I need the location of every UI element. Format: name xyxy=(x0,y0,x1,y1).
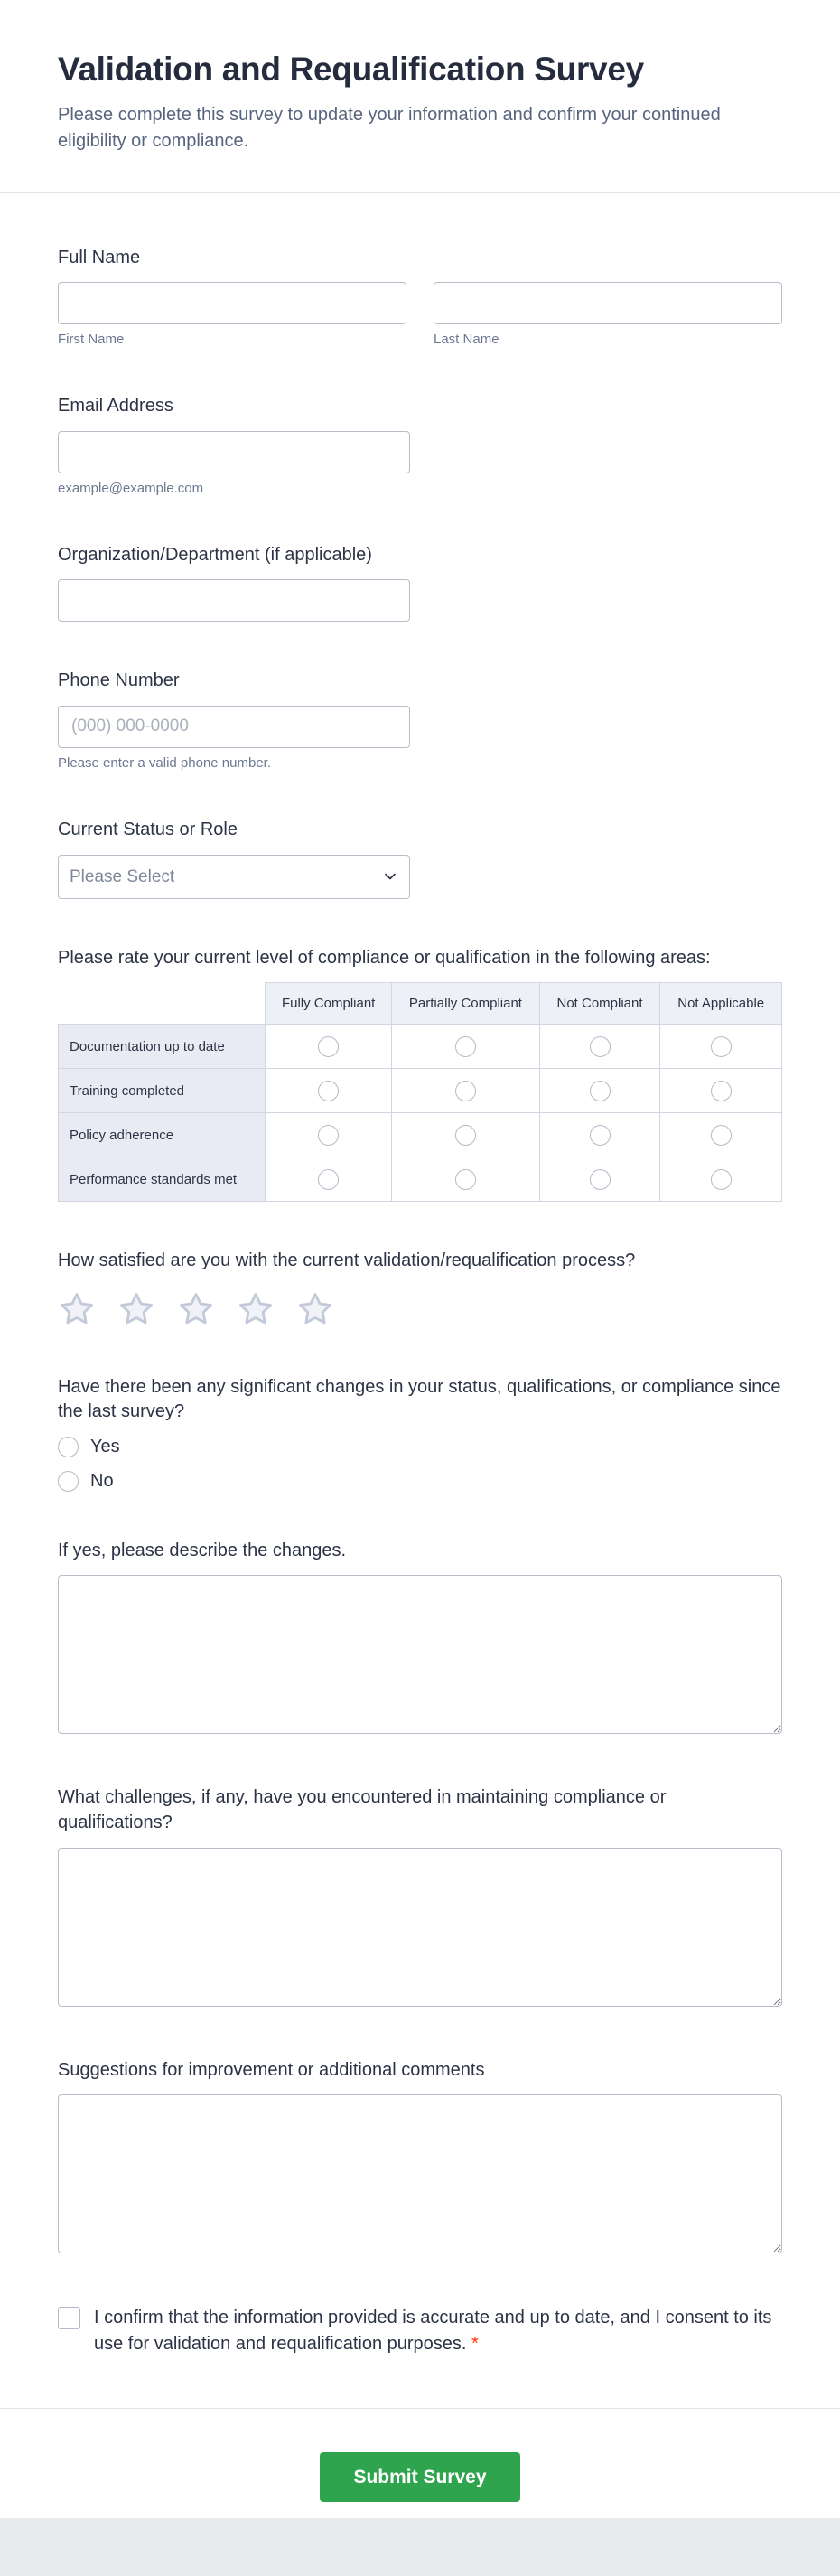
matrix-label: Please rate your current level of compliance or qualification in the following areas: xyxy=(58,947,711,968)
star-icon[interactable] xyxy=(117,1290,155,1328)
question-full-name xyxy=(58,246,782,348)
star-rating xyxy=(58,1290,782,1328)
matrix-row xyxy=(59,1025,782,1069)
matrix-row-label: Policy adherence xyxy=(59,1113,266,1157)
question-compliance-matrix xyxy=(58,946,782,1203)
matrix-radio[interactable] xyxy=(318,1125,339,1146)
organization-input[interactable] xyxy=(58,579,410,622)
matrix-radio[interactable] xyxy=(711,1169,732,1190)
last-name-sublabel: Last Name xyxy=(434,332,499,348)
radio-no[interactable] xyxy=(58,1471,79,1492)
question-describe-changes xyxy=(58,1539,782,1739)
email-input[interactable] xyxy=(58,431,410,473)
matrix-radio[interactable] xyxy=(455,1125,476,1146)
last-name-input[interactable] xyxy=(434,282,782,324)
question-challenges xyxy=(58,1785,782,2010)
radio-no-label: No xyxy=(90,1470,114,1491)
suggestions-textarea[interactable] xyxy=(58,2094,782,2253)
changes-option-no[interactable] xyxy=(58,1471,782,1492)
question-status xyxy=(58,818,782,899)
status-label: Current Status or Role xyxy=(58,819,238,839)
question-phone xyxy=(58,669,782,771)
matrix-row xyxy=(59,1157,782,1202)
compliance-matrix-table xyxy=(58,982,782,1202)
form-header xyxy=(0,0,840,192)
phone-sublabel: Please enter a valid phone number. xyxy=(58,754,271,771)
matrix-radio[interactable] xyxy=(590,1081,611,1101)
suggestions-label: Suggestions for improvement or additional comments xyxy=(58,2059,485,2080)
matrix-col-header: Fully Compliant xyxy=(266,983,392,1025)
radio-yes[interactable] xyxy=(58,1437,79,1457)
matrix-corner-cell xyxy=(59,983,266,1025)
matrix-row-label: Documentation up to date xyxy=(59,1025,266,1069)
email-sublabel: example@example.com xyxy=(58,480,204,496)
matrix-row xyxy=(59,1113,782,1157)
matrix-col-header: Partially Compliant xyxy=(392,983,539,1025)
challenges-label: What challenges, if any, have you encountered in maintaining compliance or qualifications? xyxy=(58,1787,667,1833)
star-icon[interactable] xyxy=(177,1290,215,1328)
matrix-col-header: Not Applicable xyxy=(660,983,782,1025)
matrix-radio[interactable] xyxy=(590,1169,611,1190)
challenges-textarea[interactable] xyxy=(58,1848,782,2007)
radio-yes-label: Yes xyxy=(90,1436,120,1457)
email-label: Email Address xyxy=(58,396,173,417)
matrix-row-label: Training completed xyxy=(59,1069,266,1113)
form-title: Validation and Requalification Survey xyxy=(58,51,644,88)
matrix-col-header: Not Compliant xyxy=(539,983,660,1025)
matrix-radio[interactable] xyxy=(455,1081,476,1101)
matrix-radio[interactable] xyxy=(711,1081,732,1101)
consent-text xyxy=(94,2305,780,2357)
changes-label: Have there been any significant changes in your status, qualifications, or compliance since the last survey? xyxy=(58,1376,781,1422)
rating-label: How satisfied are you with the current validation/requalification process? xyxy=(58,1251,636,1271)
matrix-radio[interactable] xyxy=(590,1125,611,1146)
consent-label: I confirm that the information provided is accurate and up to date, and I consent to its use for validation and requalification purposes. xyxy=(94,2308,772,2355)
phone-label: Phone Number xyxy=(58,670,180,691)
first-name-sublabel: First Name xyxy=(58,332,125,348)
first-name-input[interactable] xyxy=(58,282,406,324)
matrix-row xyxy=(59,1069,782,1113)
star-icon[interactable] xyxy=(237,1290,275,1328)
form-body xyxy=(0,193,840,2358)
question-significant-changes xyxy=(58,1375,782,1492)
changes-option-yes[interactable] xyxy=(58,1437,782,1457)
matrix-row-label: Performance standards met xyxy=(59,1157,266,1202)
question-email xyxy=(58,394,782,496)
describe-changes-label: If yes, please describe the changes. xyxy=(58,1540,347,1560)
question-suggestions xyxy=(58,2058,782,2259)
matrix-radio[interactable] xyxy=(455,1036,476,1057)
matrix-radio[interactable] xyxy=(318,1081,339,1101)
organization-label: Organization/Department (if applicable) xyxy=(58,544,372,565)
star-icon[interactable] xyxy=(58,1290,96,1328)
full-name-label: Full Name xyxy=(58,247,141,267)
form-subtitle: Please complete this survey to update your information and confirm your continued eligibility or compliance. xyxy=(58,104,721,151)
matrix-radio[interactable] xyxy=(318,1169,339,1190)
submit-button[interactable]: Submit Survey xyxy=(320,2452,520,2502)
phone-input[interactable] xyxy=(58,706,410,748)
matrix-radio[interactable] xyxy=(455,1169,476,1190)
question-organization xyxy=(58,543,782,623)
matrix-radio[interactable] xyxy=(318,1036,339,1057)
matrix-radio[interactable] xyxy=(711,1125,732,1146)
describe-changes-textarea[interactable] xyxy=(58,1575,782,1734)
matrix-radio[interactable] xyxy=(711,1036,732,1057)
matrix-radio[interactable] xyxy=(590,1036,611,1057)
required-marker: * xyxy=(471,2334,479,2355)
question-satisfaction-rating xyxy=(58,1249,782,1328)
status-select[interactable] xyxy=(58,855,410,899)
submit-section xyxy=(0,2409,840,2518)
question-consent xyxy=(58,2305,782,2357)
consent-checkbox[interactable] xyxy=(58,2307,80,2329)
star-icon[interactable] xyxy=(296,1290,334,1328)
